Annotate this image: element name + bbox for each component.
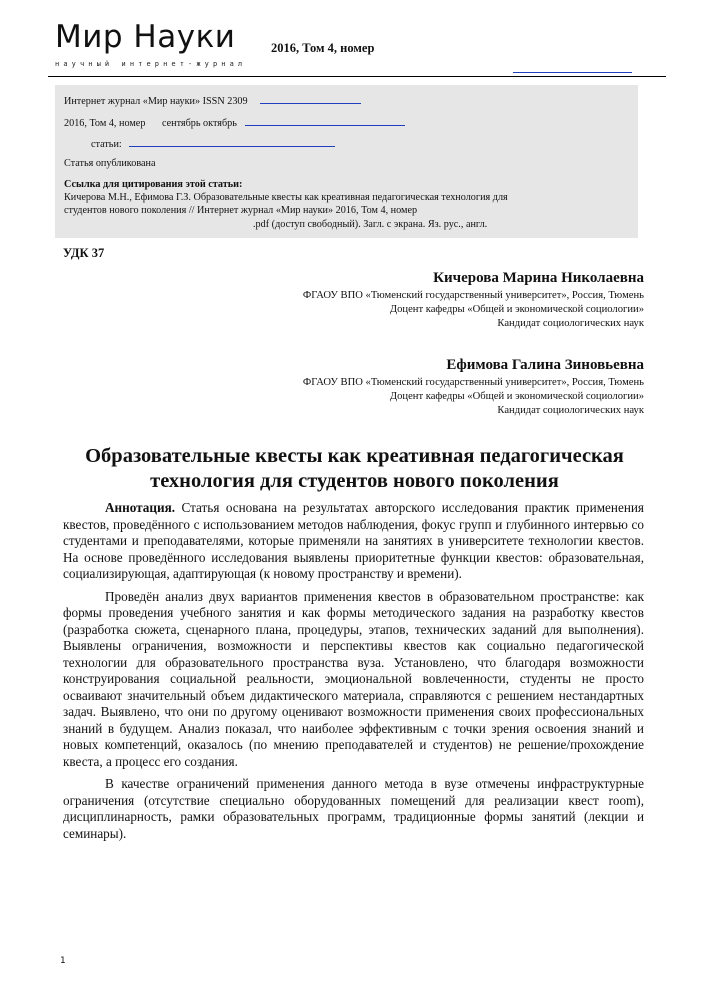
author-degree: Кандидат социологических наук	[497, 405, 644, 416]
abstract-paragraph-1: Аннотация. Статья основана на результатах авторского исследования практик применения квестов, проведённого с использованием методов наблюдения, фокус групп и глубинного интервью со студентами и преподавателями, которые применяли на занятиях в университете технологии квестов. На основе проведённого исследования выявлены приоритетные функции квестов: образовательная, социализирующая, адаптирующая (к новому пространству и времени).	[63, 500, 644, 581]
info-line-issn: Интернет журнал «Мир науки» ISSN 2309	[64, 94, 361, 108]
issue-link[interactable]	[245, 116, 405, 126]
cite-line-2: студентов нового поколения // Интернет журнал «Мир науки» 2016, Том 4, номер	[64, 205, 418, 216]
author-position: Доцент кафедры «Общей и экономической социологии»	[389, 304, 644, 315]
page-number: 1	[60, 956, 66, 966]
journal-logo	[55, 19, 247, 68]
header-issue: 2016, Том 4, номер	[271, 41, 375, 55]
info-line-article: статьи:	[91, 137, 335, 151]
issn-link[interactable]	[260, 94, 361, 104]
udk-code: УДК 37	[63, 246, 105, 260]
abstract-paragraph-3: В качестве ограничений применения данного метода в вузе отмечены инфраструктурные ограничения (отсутствие специально оборудованных помещений для реализации квест room), дисциплинарность, рамки образовательных программ, традиционные формы занятий (лекции и семинары).	[63, 776, 644, 841]
author-position: Доцент кафедры «Общей и экономической социологии»	[389, 391, 644, 402]
author-block-2	[303, 357, 644, 418]
header-divider	[48, 76, 666, 77]
info-line-issue: 2016, Том 4, номер сентябрь октябрь	[64, 116, 405, 130]
cite-heading: Ссылка для цитирования этой статьи:	[64, 179, 243, 190]
abstract-paragraph-2: Проведён анализ двух вариантов применения квестов в образовательном пространстве: как формы проведения учебного занятия и как формы методического задания на разработку квестов (разработка сюжета, сценарного плана, процедуры, этапов, технических заданий для выполнения). Выявлены ограничения, возможности и перспективы квестов как социально педагогической технологии для образовательного пространства вуза. Установлено, что благодаря возможности конструирования социальной реальности, эмоциональной вовлеченности, студенты не просто осваивают значительный объем дидактического материала, справляются с решением нестандартных задач. Выявлено, что они по другому оценивают возможности применения своих профессиональных знаний в будущем. Анализ показал, что наиболее эффективным с точки зрения освоения знаний и новых компетенций, оказалось (по мнению преподавателей и студентов) не решение/прохождение квеста, а процесс его создания.	[63, 588, 644, 769]
article-title: Образовательные квесты как креативная педагогическая технология для студентов нового поколения	[85, 445, 624, 492]
logo-title: Мир Науки	[55, 19, 236, 55]
logo-subtitle: научный интернет-журнал	[55, 60, 247, 68]
author-affiliation: ФГАОУ ВПО «Тюменский государственный университет», Россия, Тюмень	[302, 377, 644, 388]
author-name: Кичерова Марина Николаевна	[433, 270, 644, 286]
citation-info-box	[55, 85, 638, 238]
header-link-placeholder[interactable]	[513, 72, 632, 73]
cite-line-3: .pdf (доступ свободный). Загл. с экрана. Яз. рус., англ.	[253, 219, 488, 230]
author-block-1	[303, 270, 644, 331]
author-degree: Кандидат социологических наук	[497, 318, 644, 329]
abstract	[63, 500, 644, 848]
info-published: Статья опубликована	[64, 158, 156, 169]
cite-line-1: Кичерова М.Н., Ефимова Г.З. Образовательные квесты как креативная педагогическая технология для	[64, 192, 508, 203]
author-name: Ефимова Галина Зиновьевна	[446, 357, 644, 373]
article-link[interactable]	[129, 137, 335, 147]
author-affiliation: ФГАОУ ВПО «Тюменский государственный университет», Россия, Тюмень	[302, 290, 644, 301]
abstract-label: Аннотация.	[105, 500, 176, 515]
